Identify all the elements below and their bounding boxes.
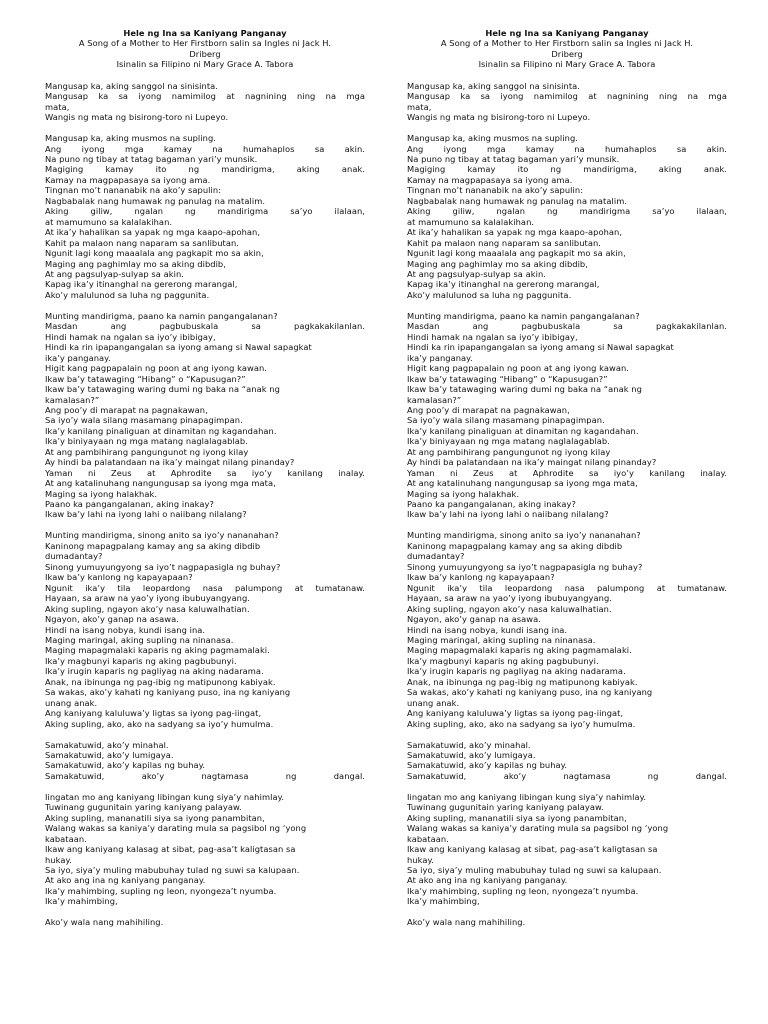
poem-line: Kaninong mapagpalang kamay ang sa aking dibdib <box>45 540 261 551</box>
poem-line: Kahit pa malaon nang naparam sa sanlibutan. <box>407 237 601 248</box>
poem-line: unang anak. <box>407 697 460 708</box>
stanza <box>45 530 365 729</box>
poem-line: Tuwinang gugunitain yaring kaniyang palayaw. <box>45 802 242 813</box>
poem-line: Ang iyong mga kamay na humahaplos sa akin. <box>45 143 365 154</box>
poem-line: Aking supling, ako, ako na sadyang sa iyo’y humulma. <box>45 718 274 729</box>
poem-line: Ika’y kanilang pinaliguan at dinamitan ng kagandahan. <box>45 425 277 436</box>
stanza <box>45 81 365 123</box>
poem-line: Ang poo’y di marapat na pagnakawan, <box>407 404 570 415</box>
poem-line: Kahit pa malaon nang naparam sa sanlibutan. <box>45 237 239 248</box>
poem-line: Hindi na isang nobya, kundi isang ina. <box>407 624 568 635</box>
stanza <box>407 740 727 782</box>
poem-line: Ang iyong mga kamay na humahaplos sa akin. <box>407 143 727 154</box>
poem-line: Samakatuwid, ako’y minahal. <box>45 739 169 750</box>
stanza <box>407 311 727 520</box>
poem-line: Kapag ika’y itinanghal na gererong marangal, <box>45 279 238 290</box>
poem-line: kabataan. <box>45 833 87 844</box>
poem-line: Ika’y biniyayaan ng mga matang naglalagablab. <box>407 436 610 447</box>
poem-line: Na puno ng tibay at tatag bagaman yari’y munsik. <box>407 154 620 165</box>
poem-line: At ako ang ina ng kaniyang panganay. <box>407 875 568 886</box>
poem-line: Tingnan mo’t nananabik na ako’y sapulin: <box>45 185 222 196</box>
poem-line: kamalasan?” <box>407 394 462 405</box>
poem-line: Aking giliw, ngalan ng mandirigma sa’yo ilalaan, <box>407 206 727 217</box>
poem-line: Maging ang paghimlay mo sa aking dibdib, <box>45 258 226 269</box>
poem-line: Higit kang pagpapalain ng poon at ang iyong kawan. <box>45 363 267 374</box>
poem-line: Kaninong mapagpalang kamay ang sa aking dibdib <box>407 540 623 551</box>
stanza <box>45 311 365 520</box>
poem-line: Tuwinang gugunitain yaring kaniyang palayaw. <box>407 802 604 813</box>
stanza <box>45 133 365 300</box>
poem-line: Maging ang paghimlay mo sa aking dibdib, <box>407 258 588 269</box>
poem-line: Ika’y magbunyi kaparis ng aking pagbubunyi. <box>407 655 599 666</box>
stanza <box>45 740 365 782</box>
poem-line: Higit kang pagpapalain ng poon at ang iyong kawan. <box>407 363 629 374</box>
poem-line: Ang kaniyang kaluluwa’y ligtas sa iyong pag-iingat, <box>407 708 624 719</box>
poem-line: Maging mapagmalaki kaparis ng aking pagmamalaki. <box>45 645 270 656</box>
poem-line: Hayaan, sa araw na yao’y iyong ibubuyangyang. <box>45 593 250 604</box>
poem-line: Hindi na isang nobya, kundi isang ina. <box>45 624 206 635</box>
poem-header <box>407 28 727 70</box>
poem-line: Hindi ka rin ipapangangalan sa iyong amang si Nawal sapagkat <box>45 342 312 353</box>
poem-line: at mamumuno sa kalalakihan. <box>45 216 173 227</box>
poem-line: Wangis ng mata ng bisirong-toro ni Lupeyo. <box>45 112 229 123</box>
poem-line: Mangusap ka, aking musmos na supling. <box>45 133 216 144</box>
poem-line: At ako ang ina ng kaniyang panganay. <box>45 875 206 886</box>
poem-line: Ay hindi ba palatandaan na ika’y maingat nilang pinanday? <box>45 457 295 468</box>
poem-line: Maging mapagmalaki kaparis ng aking pagmamalaki. <box>407 645 632 656</box>
poem-line: Magiging kamay ito ng mandirigma, aking anak. <box>407 164 727 175</box>
poem-line: Ikaw ba’y tatawaging waring dumi ng baka na “anak ng <box>407 384 642 395</box>
poem-line: Kamay na magpapasaya sa iyong ama. <box>407 174 573 185</box>
poem-line: mata, <box>45 101 70 112</box>
poem-line: Ikaw ba’y lahi na iyong lahi o naiibang nilalang? <box>45 509 247 520</box>
poem-line: Hindi hamak na ngalan sa iyo’y ibibigay, <box>45 331 216 342</box>
poem-line: Ika’y magbunyi kaparis ng aking pagbubunyi. <box>45 655 237 666</box>
poem-title: Hele ng Ina sa Kaniyang Panganay <box>123 28 287 38</box>
poem-line: Ang kaniyang kaluluwa’y ligtas sa iyong pag-iingat, <box>45 708 262 719</box>
poem-line: Aking supling, mananatili siya sa iyong panambitan, <box>45 812 265 823</box>
translator-credit: Isinalin sa Filipino ni Mary Grace A. Tabora <box>478 59 656 70</box>
poem-line: Samakatuwid, ako’y nagtamasa ng dangal. <box>45 770 365 781</box>
poem-line: Samakatuwid, ako’y lumigaya. <box>407 750 536 760</box>
poem-line: Ikaw ba’y tatawaging waring dumi ng baka na “anak ng <box>45 384 280 395</box>
stanza <box>407 133 727 300</box>
poem-line: Na puno ng tibay at tatag bagaman yari’y munsik. <box>45 154 258 165</box>
poem-line: Kamay na magpapasaya sa iyong ama. <box>45 174 211 185</box>
poem-line: mata, <box>407 101 432 112</box>
poem-line: Yaman ni Zeus at Aphrodite sa iyo’y kanilang inalay. <box>407 467 727 478</box>
poem-line: Aking giliw, ngalan ng mandirigma sa’yo ilalaan, <box>45 206 365 217</box>
poem-subtitle-line: Driberg <box>189 48 221 59</box>
poem-line: Sa iyo’y wala silang masamang pinapagimpan. <box>407 415 605 426</box>
poem-line: unang anak. <box>45 697 98 708</box>
poem-line: Tingnan mo’t nananabik na ako’y sapulin: <box>407 185 584 196</box>
poem-line: Ika’y mahimbing, supling ng leon, nyongeza’t nyumba. <box>45 885 277 896</box>
poem-line: Ngayon, ako’y ganap na asawa. <box>45 614 179 625</box>
poem-line: Mangusap ka sa iyong namimilog at nagnining ning na mga <box>45 91 365 102</box>
poem-header <box>45 28 365 70</box>
poem-line: Sa wakas, ako’y kahati ng kaniyang puso, ina ng kaniyang <box>45 687 291 698</box>
poem-line: Iingatan mo ang kaniyang libingan kung siya’y nahimlay. <box>407 791 647 802</box>
poem-line: Munting mandirigma, paano ka namin pangangalanan? <box>407 310 640 321</box>
poem-line: Anak, na ibinunga ng pag-ibig ng matipunong kabiyak. <box>45 676 276 687</box>
stanza <box>407 81 727 123</box>
poem-line: Nagbabalak nang humawak ng panulag na matalim. <box>45 195 266 206</box>
poem-line: hukay. <box>407 854 434 865</box>
poem-line: Sinong yumuyungyong sa iyo’t nagpapasigla ng buhay? <box>407 561 643 572</box>
poem-line: At ang pagsulyap-sulyap sa akin. <box>45 269 184 280</box>
poem-line: hukay. <box>45 854 72 865</box>
poem-line: Mangusap ka sa iyong namimilog at nagnining ning na mga <box>407 91 727 102</box>
poem-line: Ikaw ba’y tatawaging “Hibang” o “Kapusugan?” <box>407 373 608 384</box>
poem-line: Masdan ang pagbubuskala sa pagkakakilanlan. <box>45 321 365 332</box>
poem-line: Paano ka pangangalanan, aking inakay? <box>45 499 214 510</box>
poem-line: Ay hindi ba palatandaan na ika’y maingat nilang pinanday? <box>407 457 657 468</box>
poem-line: Samakatuwid, ako’y lumigaya. <box>45 750 174 760</box>
poem-line: dumadantay? <box>407 551 465 562</box>
poem-line: At ang katalinuhang nangungusap sa iyong mga mata, <box>45 478 276 489</box>
poem-line: At ang katalinuhang nangungusap sa iyong mga mata, <box>407 478 638 489</box>
stanza <box>45 792 365 907</box>
poem-line: Ika’y mahimbing, <box>407 896 480 907</box>
poem-line: Walang wakas sa kaniya’y darating mula sa pagsibol ng ‘yong <box>45 823 307 834</box>
poem-line: Ako’y wala nang mahihiling. <box>407 917 526 928</box>
poem-line: Ika’y irugin kaparis ng pagliyag na aking nadarama. <box>45 666 264 677</box>
poem-line: dumadantay? <box>45 551 103 562</box>
poem-line: ika’y panganay. <box>45 352 111 363</box>
poem-line: kabataan. <box>407 833 449 844</box>
poem-line: Ika’y mahimbing, <box>45 896 118 907</box>
poem-line: Masdan ang pagbubuskala sa pagkakakilanlan. <box>407 321 727 332</box>
poem-line: At ika’y hahalikan sa yapak ng mga kaapo-apohan, <box>45 227 261 238</box>
poem-subtitle-line: A Song of a Mother to Her Firstborn salin sa Ingles ni Jack H. <box>78 38 332 49</box>
right-column <box>407 28 727 938</box>
poem-line: Maging sa iyong halakhak. <box>45 488 158 499</box>
poem-line: Iingatan mo ang kaniyang libingan kung siya’y nahimlay. <box>45 791 285 802</box>
poem-line: Ikaw ba’y kanlong ng kapayapaan? <box>407 572 555 583</box>
poem-line: Sa iyo, siya’y muling mabubuhay tulad ng suwi sa kalupaan. <box>45 865 300 876</box>
poem-line: Ika’y mahimbing, supling ng leon, nyongeza’t nyumba. <box>407 885 639 896</box>
poem-line: Sa iyo, siya’y muling mabubuhay tulad ng suwi sa kalupaan. <box>407 865 662 876</box>
poem-line: Mangusap ka, aking sanggol na sinisinta. <box>45 80 218 91</box>
poem-line: Aking supling, ngayon ako’y nasa kaluwalhatian. <box>45 603 250 614</box>
poem-line: Ikaw ang kaniyang kalasag at sibat, pag-asa’t kaligtasan sa <box>45 844 296 855</box>
poem-line: Ika’y kanilang pinaliguan at dinamitan ng kagandahan. <box>407 425 639 436</box>
poem-subtitle-line: A Song of a Mother to Her Firstborn salin sa Ingles ni Jack H. <box>440 38 694 49</box>
stanza <box>407 792 727 907</box>
poem-line: at mamumuno sa kalalakihan. <box>407 216 535 227</box>
poem-line: Magiging kamay ito ng mandirigma, aking anak. <box>45 164 365 175</box>
poem-line: Samakatuwid, ako’y kapilas ng buhay. <box>45 760 206 771</box>
poem-line: At ang pambihirang pangungunot ng iyong kilay <box>45 446 249 457</box>
translator-credit: Isinalin sa Filipino ni Mary Grace A. Tabora <box>116 59 294 70</box>
poem-line: Ikaw ba’y kanlong ng kapayapaan? <box>45 572 193 583</box>
poem-line: Samakatuwid, ako’y nagtamasa ng dangal. <box>407 770 727 781</box>
poem-line: Ngunit ika’y tila leopardong nasa palumpong at tumatanaw. <box>407 582 727 593</box>
poem-line: Ngunit ika’y tila leopardong nasa palumpong at tumatanaw. <box>45 582 365 593</box>
poem-line: Nagbabalak nang humawak ng panulag na matalim. <box>407 195 628 206</box>
poem-line: ika’y panganay. <box>407 352 473 363</box>
stanza <box>407 917 727 927</box>
poem-line: Aking supling, ngayon ako’y nasa kaluwalhatian. <box>407 603 612 614</box>
poem-line: Hayaan, sa araw na yao’y iyong ibubuyangyang. <box>407 593 612 604</box>
poem-line: Ika’y biniyayaan ng mga matang naglalagablab. <box>45 436 248 447</box>
poem-line: Munting mandirigma, sinong anito sa iyo’y nananahan? <box>407 530 641 541</box>
poem-line: Samakatuwid, ako’y kapilas ng buhay. <box>407 760 568 771</box>
poem-line: Samakatuwid, ako’y minahal. <box>407 739 531 750</box>
poem-line: kamalasan?” <box>45 394 100 405</box>
poem-line: At ang pambihirang pangungunot ng iyong kilay <box>407 446 611 457</box>
poem-line: Walang wakas sa kaniya’y darating mula sa pagsibol ng ‘yong <box>407 823 669 834</box>
poem-line: Munting mandirigma, sinong anito sa iyo’y nananahan? <box>45 530 279 541</box>
poem-line: Mangusap ka, aking sanggol na sinisinta. <box>407 80 580 91</box>
poem-line: Ikaw ba’y lahi na iyong lahi o naiibang nilalang? <box>407 509 609 520</box>
poem-line: Aking supling, ako, ako na sadyang sa iyo’y humulma. <box>407 718 636 729</box>
poem-line: Ang poo’y di marapat na pagnakawan, <box>45 404 208 415</box>
poem-line: Kapag ika’y itinanghal na gererong marangal, <box>407 279 600 290</box>
poem-line: Ika’y irugin kaparis ng pagliyag na aking nadarama. <box>407 666 626 677</box>
poem-line: At ika’y hahalikan sa yapak ng mga kaapo-apohan, <box>407 227 623 238</box>
poem-line: Maging sa iyong halakhak. <box>407 488 520 499</box>
poem-line: At ang pagsulyap-sulyap sa akin. <box>407 269 546 280</box>
poem-line: Anak, na ibinunga ng pag-ibig ng matipunong kabiyak. <box>407 676 638 687</box>
poem-line: Sa wakas, ako’y kahati ng kaniyang puso, ina ng kaniyang <box>407 687 653 698</box>
stanza <box>407 530 727 729</box>
poem-line: Ikaw ang kaniyang kalasag at sibat, pag-asa’t kaligtasan sa <box>407 844 658 855</box>
left-column <box>45 28 365 938</box>
poem-line: Wangis ng mata ng bisirong-toro ni Lupeyo. <box>407 112 591 123</box>
poem-line: Maging maringal, aking supling na ninanasa. <box>407 634 596 645</box>
poem-subtitle-line: Driberg <box>551 48 583 59</box>
poem-line: Ngunit lagi kong maaalala ang pagkapit mo sa akin, <box>45 248 264 259</box>
poem-line: Sa iyo’y wala silang masamang pinapagimpan. <box>45 415 243 426</box>
poem-line: Ikaw ba’y tatawaging “Hibang” o “Kapusugan?” <box>45 373 246 384</box>
poem-line: Ako’y malulunod sa luha ng paggunita. <box>407 289 572 300</box>
poem-line: Munting mandirigma, paano ka namin pangangalanan? <box>45 310 278 321</box>
poem-line: Ako’y malulunod sa luha ng paggunita. <box>45 289 210 300</box>
poem-line: Ako’y wala nang mahihiling. <box>45 917 164 928</box>
poem-line: Ngayon, ako’y ganap na asawa. <box>407 614 541 625</box>
poem-line: Sinong yumuyungyong sa iyo’t nagpapasigla ng buhay? <box>45 561 281 572</box>
poem-line: Mangusap ka, aking musmos na supling. <box>407 133 578 144</box>
poem-line: Maging maringal, aking supling na ninanasa. <box>45 634 234 645</box>
poem-title: Hele ng Ina sa Kaniyang Panganay <box>485 28 649 38</box>
poem-line: Hindi ka rin ipapangangalan sa iyong amang si Nawal sapagkat <box>407 342 674 353</box>
poem-line: Paano ka pangangalanan, aking inakay? <box>407 499 576 510</box>
stanza <box>45 917 365 927</box>
poem-line: Yaman ni Zeus at Aphrodite sa iyo’y kanilang inalay. <box>45 467 365 478</box>
poem-line: Hindi hamak na ngalan sa iyo’y ibibigay, <box>407 331 578 342</box>
poem-line: Ngunit lagi kong maaalala ang pagkapit mo sa akin, <box>407 248 626 259</box>
poem-line: Aking supling, mananatili siya sa iyong panambitan, <box>407 812 627 823</box>
